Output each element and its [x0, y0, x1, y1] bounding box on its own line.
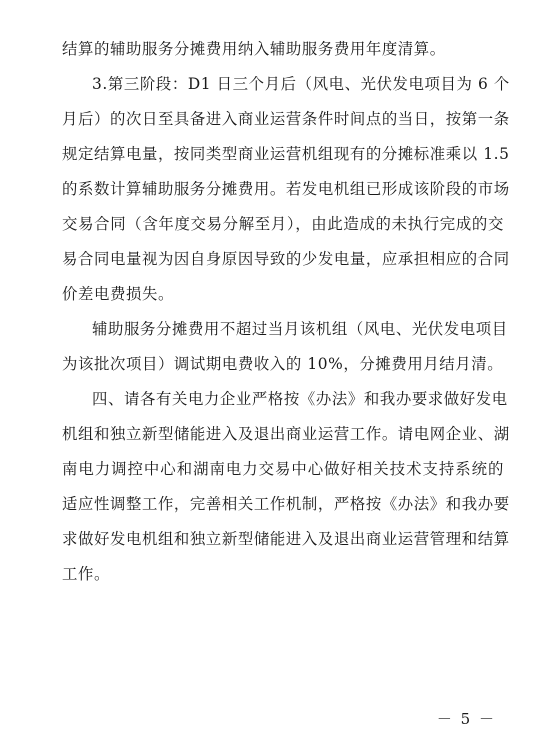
page-number: － 5 － — [436, 710, 496, 728]
paragraph-line: 结算的辅助服务分摊费用纳入辅助服务费用年度清算。 — [62, 40, 446, 58]
paragraph-line: 辅助服务分摊费用不超过当月该机组（风电、光伏发电项目 — [92, 320, 508, 338]
paragraph-line: 3.第三阶段：D1 日三个月后（风电、光伏发电项目为 6 个 — [92, 75, 510, 93]
paragraph-line: 月后）的次日至具备进入商业运营条件时间点的当日，按第一条 — [62, 110, 510, 128]
paragraph-line: 易合同电量视为因自身原因导致的少发电量，应承担相应的合同 — [62, 250, 510, 268]
paragraph-line: 求做好发电机组和独立新型储能进入及退出商业运营管理和结算 — [62, 530, 510, 548]
paragraph-line: 的系数计算辅助服务分摊费用。若发电机组已形成该阶段的市场 — [62, 180, 510, 198]
body-text — [62, 32, 510, 592]
paragraph-line: 规定结算电量，按同类型商业运营机组现有的分摊标准乘以 1.5 — [62, 145, 510, 163]
paragraph-line: 工作。 — [62, 565, 110, 583]
paragraph-line: 机组和独立新型储能进入及退出商业运营工作。请电网企业、湖 — [62, 425, 510, 443]
paragraph-line: 交易合同（含年度交易分解至月），由此造成的未执行完成的交 — [62, 215, 504, 233]
paragraph-line: 价差电费损失。 — [62, 285, 174, 303]
paragraph-line: 南电力调控中心和湖南电力交易中心做好相关技术支持系统的 — [62, 460, 504, 478]
paragraph-line: 为该批次项目）调试期电费收入的 10%，分摊费用月结月清。 — [62, 355, 504, 373]
paragraph-line: 四、请各有关电力企业严格按《办法》和我办要求做好发电 — [92, 390, 508, 408]
paragraph-line: 适应性调整工作，完善相关工作机制，严格按《办法》和我办要 — [62, 495, 510, 513]
